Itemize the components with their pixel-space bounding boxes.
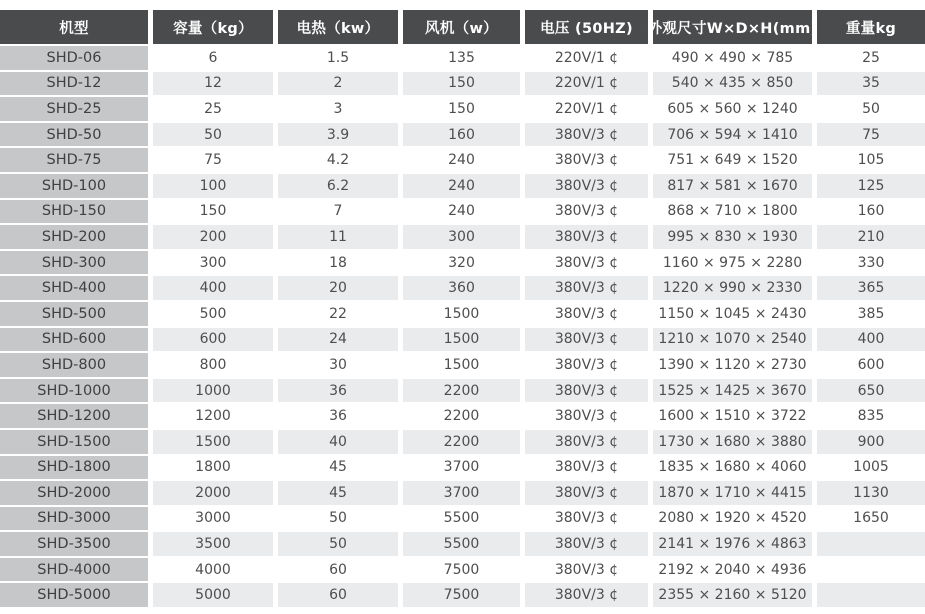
heating-cell: 60 <box>278 558 398 582</box>
weight-cell: 105 <box>817 148 925 172</box>
table-row <box>0 302 925 326</box>
dimensions-cell: 1390 × 1120 × 2730 <box>653 353 812 377</box>
heating-cell: 3 <box>278 97 398 121</box>
voltage-cell: 380V/3 ¢ <box>525 353 648 377</box>
weight-cell: 400 <box>817 328 925 352</box>
table-row <box>0 353 925 377</box>
voltage-cell: 380V/3 ¢ <box>525 200 648 224</box>
dimensions-cell: 751 × 649 × 1520 <box>653 148 812 172</box>
fan-cell: 160 <box>403 123 520 147</box>
weight-cell: 75 <box>817 123 925 147</box>
table-row <box>0 456 925 480</box>
weight-cell: 1650 <box>817 507 925 531</box>
fan-cell: 1500 <box>403 353 520 377</box>
fan-cell: 360 <box>403 276 520 300</box>
table-row <box>0 148 925 172</box>
table-header-row <box>0 10 925 44</box>
voltage-cell: 380V/3 ¢ <box>525 583 648 607</box>
fan-cell: 135 <box>403 46 520 70</box>
model-cell: SHD-25 <box>0 97 148 121</box>
table-row <box>0 72 925 96</box>
heating-cell: 36 <box>278 404 398 428</box>
table-row <box>0 430 925 454</box>
voltage-cell: 220V/1 ¢ <box>525 97 648 121</box>
col-header-model: 机型 <box>0 10 148 44</box>
capacity-cell: 6 <box>153 46 273 70</box>
fan-cell: 150 <box>403 97 520 121</box>
dimensions-cell: 2080 × 1920 × 4520 <box>653 507 812 531</box>
dimensions-cell: 1160 × 975 × 2280 <box>653 251 812 275</box>
fan-cell: 7500 <box>403 558 520 582</box>
dimensions-cell: 2355 × 2160 × 5120 <box>653 583 812 607</box>
voltage-cell: 380V/3 ¢ <box>525 276 648 300</box>
heating-cell: 50 <box>278 507 398 531</box>
dimensions-cell: 868 × 710 × 1800 <box>653 200 812 224</box>
col-header-fan: 风机（w） <box>403 10 520 44</box>
table-row <box>0 251 925 275</box>
heating-cell: 30 <box>278 353 398 377</box>
weight-cell: 1130 <box>817 481 925 505</box>
heating-cell: 24 <box>278 328 398 352</box>
weight-cell: 385 <box>817 302 925 326</box>
model-cell: SHD-1800 <box>0 456 148 480</box>
voltage-cell: 380V/3 ¢ <box>525 481 648 505</box>
dimensions-cell: 1835 × 1680 × 4060 <box>653 456 812 480</box>
heating-cell: 1.5 <box>278 46 398 70</box>
model-cell: SHD-600 <box>0 328 148 352</box>
table-row <box>0 532 925 556</box>
capacity-cell: 300 <box>153 251 273 275</box>
heating-cell: 7 <box>278 200 398 224</box>
model-cell: SHD-1000 <box>0 379 148 403</box>
voltage-cell: 380V/3 ¢ <box>525 379 648 403</box>
voltage-cell: 380V/3 ¢ <box>525 456 648 480</box>
fan-cell: 1500 <box>403 328 520 352</box>
weight-cell: 365 <box>817 276 925 300</box>
table-row <box>0 123 925 147</box>
capacity-cell: 3500 <box>153 532 273 556</box>
capacity-cell: 25 <box>153 97 273 121</box>
capacity-cell: 100 <box>153 174 273 198</box>
fan-cell: 150 <box>403 72 520 96</box>
capacity-cell: 1000 <box>153 379 273 403</box>
capacity-cell: 1800 <box>153 456 273 480</box>
model-cell: SHD-5000 <box>0 583 148 607</box>
weight-cell: 125 <box>817 174 925 198</box>
heating-cell: 60 <box>278 583 398 607</box>
capacity-cell: 75 <box>153 148 273 172</box>
voltage-cell: 380V/3 ¢ <box>525 123 648 147</box>
heating-cell: 40 <box>278 430 398 454</box>
table-row <box>0 46 925 70</box>
weight-cell: 25 <box>817 46 925 70</box>
weight-cell: 650 <box>817 379 925 403</box>
dimensions-cell: 605 × 560 × 1240 <box>653 97 812 121</box>
heating-cell: 4.2 <box>278 148 398 172</box>
table-row <box>0 200 925 224</box>
heating-cell: 36 <box>278 379 398 403</box>
capacity-cell: 150 <box>153 200 273 224</box>
weight-cell: 900 <box>817 430 925 454</box>
weight-cell: 330 <box>817 251 925 275</box>
fan-cell: 5500 <box>403 532 520 556</box>
voltage-cell: 380V/3 ¢ <box>525 558 648 582</box>
fan-cell: 5500 <box>403 507 520 531</box>
capacity-cell: 1500 <box>153 430 273 454</box>
voltage-cell: 220V/1 ¢ <box>525 72 648 96</box>
weight-cell: 600 <box>817 353 925 377</box>
fan-cell: 300 <box>403 225 520 249</box>
model-cell: SHD-2000 <box>0 481 148 505</box>
weight-cell <box>817 532 925 556</box>
capacity-cell: 3000 <box>153 507 273 531</box>
weight-cell: 160 <box>817 200 925 224</box>
dimensions-cell: 995 × 830 × 1930 <box>653 225 812 249</box>
dimensions-cell: 1600 × 1510 × 3722 <box>653 404 812 428</box>
model-cell: SHD-75 <box>0 148 148 172</box>
fan-cell: 3700 <box>403 456 520 480</box>
dimensions-cell: 1870 × 1710 × 4415 <box>653 481 812 505</box>
heating-cell: 45 <box>278 481 398 505</box>
heating-cell: 22 <box>278 302 398 326</box>
dimensions-cell: 2141 × 1976 × 4863 <box>653 532 812 556</box>
capacity-cell: 2000 <box>153 481 273 505</box>
table-row <box>0 328 925 352</box>
weight-cell <box>817 583 925 607</box>
table-row <box>0 225 925 249</box>
voltage-cell: 380V/3 ¢ <box>525 404 648 428</box>
model-cell: SHD-400 <box>0 276 148 300</box>
fan-cell: 2200 <box>403 379 520 403</box>
capacity-cell: 50 <box>153 123 273 147</box>
model-cell: SHD-06 <box>0 46 148 70</box>
dimensions-cell: 490 × 490 × 785 <box>653 46 812 70</box>
weight-cell: 835 <box>817 404 925 428</box>
table-row <box>0 558 925 582</box>
table-row <box>0 507 925 531</box>
voltage-cell: 220V/1 ¢ <box>525 46 648 70</box>
capacity-cell: 600 <box>153 328 273 352</box>
model-cell: SHD-1200 <box>0 404 148 428</box>
heating-cell: 6.2 <box>278 174 398 198</box>
col-header-voltage: 电压 (50HZ) <box>525 10 648 44</box>
spec-table <box>0 10 925 609</box>
voltage-cell: 380V/3 ¢ <box>525 328 648 352</box>
col-header-weight: 重量kg <box>817 10 925 44</box>
weight-cell: 210 <box>817 225 925 249</box>
weight-cell: 35 <box>817 72 925 96</box>
fan-cell: 240 <box>403 174 520 198</box>
voltage-cell: 380V/3 ¢ <box>525 507 648 531</box>
voltage-cell: 380V/3 ¢ <box>525 225 648 249</box>
fan-cell: 240 <box>403 200 520 224</box>
fan-cell: 2200 <box>403 404 520 428</box>
dimensions-cell: 1220 × 990 × 2330 <box>653 276 812 300</box>
fan-cell: 2200 <box>403 430 520 454</box>
dimensions-cell: 540 × 435 × 850 <box>653 72 812 96</box>
voltage-cell: 380V/3 ¢ <box>525 430 648 454</box>
model-cell: SHD-100 <box>0 174 148 198</box>
voltage-cell: 380V/3 ¢ <box>525 302 648 326</box>
heating-cell: 11 <box>278 225 398 249</box>
weight-cell <box>817 558 925 582</box>
heating-cell: 3.9 <box>278 123 398 147</box>
dimensions-cell: 817 × 581 × 1670 <box>653 174 812 198</box>
dimensions-cell: 1730 × 1680 × 3880 <box>653 430 812 454</box>
fan-cell: 1500 <box>403 302 520 326</box>
fan-cell: 7500 <box>403 583 520 607</box>
capacity-cell: 5000 <box>153 583 273 607</box>
model-cell: SHD-500 <box>0 302 148 326</box>
col-header-capacity: 容量（kg） <box>153 10 273 44</box>
fan-cell: 3700 <box>403 481 520 505</box>
weight-cell: 1005 <box>817 456 925 480</box>
heating-cell: 18 <box>278 251 398 275</box>
heating-cell: 20 <box>278 276 398 300</box>
fan-cell: 240 <box>403 148 520 172</box>
col-header-dimensions: 外观尺寸W×D×H(mm) <box>653 10 812 44</box>
weight-cell: 50 <box>817 97 925 121</box>
capacity-cell: 500 <box>153 302 273 326</box>
fan-cell: 320 <box>403 251 520 275</box>
dimensions-cell: 706 × 594 × 1410 <box>653 123 812 147</box>
capacity-cell: 4000 <box>153 558 273 582</box>
capacity-cell: 1200 <box>153 404 273 428</box>
dimensions-cell: 1210 × 1070 × 2540 <box>653 328 812 352</box>
capacity-cell: 200 <box>153 225 273 249</box>
model-cell: SHD-150 <box>0 200 148 224</box>
voltage-cell: 380V/3 ¢ <box>525 174 648 198</box>
table-row <box>0 97 925 121</box>
model-cell: SHD-300 <box>0 251 148 275</box>
dimensions-cell: 1150 × 1045 × 2430 <box>653 302 812 326</box>
table-row <box>0 583 925 607</box>
model-cell: SHD-12 <box>0 72 148 96</box>
heating-cell: 2 <box>278 72 398 96</box>
table-row <box>0 404 925 428</box>
table-row <box>0 174 925 198</box>
model-cell: SHD-3000 <box>0 507 148 531</box>
capacity-cell: 800 <box>153 353 273 377</box>
capacity-cell: 12 <box>153 72 273 96</box>
table-row <box>0 276 925 300</box>
dimensions-cell: 2192 × 2040 × 4936 <box>653 558 812 582</box>
model-cell: SHD-1500 <box>0 430 148 454</box>
model-cell: SHD-4000 <box>0 558 148 582</box>
col-header-heating: 电热（kw） <box>278 10 398 44</box>
model-cell: SHD-800 <box>0 353 148 377</box>
heating-cell: 50 <box>278 532 398 556</box>
model-cell: SHD-200 <box>0 225 148 249</box>
capacity-cell: 400 <box>153 276 273 300</box>
dimensions-cell: 1525 × 1425 × 3670 <box>653 379 812 403</box>
table-row <box>0 379 925 403</box>
model-cell: SHD-3500 <box>0 532 148 556</box>
voltage-cell: 380V/3 ¢ <box>525 251 648 275</box>
table-row <box>0 481 925 505</box>
voltage-cell: 380V/3 ¢ <box>525 148 648 172</box>
model-cell: SHD-50 <box>0 123 148 147</box>
voltage-cell: 380V/3 ¢ <box>525 532 648 556</box>
heating-cell: 45 <box>278 456 398 480</box>
spec-table-body <box>0 46 925 607</box>
